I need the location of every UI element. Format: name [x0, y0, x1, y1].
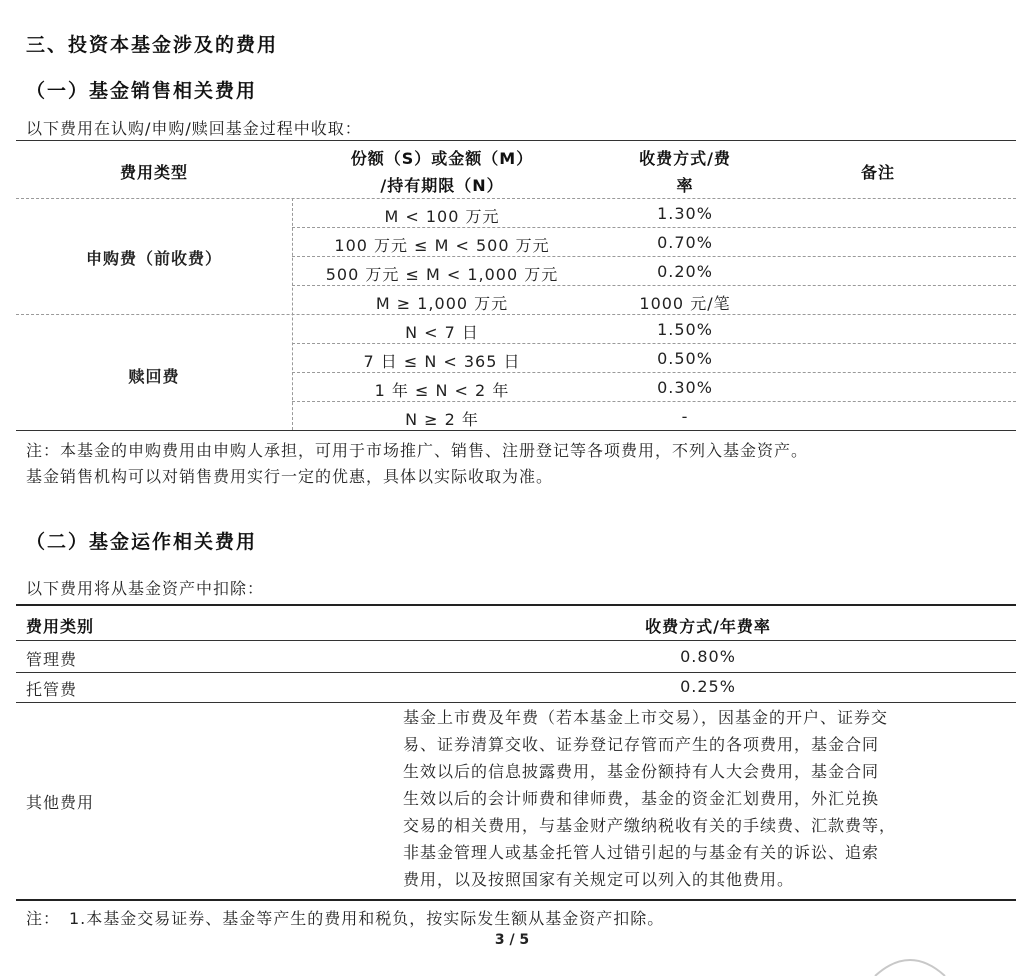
description-line: 交易的相关费用，与基金财产缴纳税收有关的手续费、汇款费等， [403, 816, 897, 835]
row-divider [292, 343, 1016, 344]
description-line: 生效以后的会计师费和律师费，基金的资金汇划费用，外汇兑换 [403, 789, 880, 808]
table-top-border [16, 604, 1016, 606]
table-bottom-border [16, 430, 1016, 431]
fee-custody: 托管费 [26, 680, 78, 699]
condition-cell: M ≥ 1,000 万元 [375, 294, 509, 313]
row-divider [292, 227, 1016, 228]
row-divider [292, 372, 1016, 373]
row-divider [292, 401, 1016, 402]
header-rate-line1: 收费方式/费 [639, 149, 731, 168]
operation-fees-title: （二）基金运作相关费用 [26, 531, 258, 553]
description-line: 费用，以及按照国家有关规定可以列入的其他费用。 [403, 870, 795, 889]
header-amount-line2: /持有期限（N） [380, 176, 504, 195]
page-number: 3 / 5 [494, 932, 530, 948]
description-line: 易、证券清算交收、证券登记存管而产生的各项费用，基金合同 [403, 735, 880, 754]
row-divider [292, 285, 1016, 286]
rate-management: 0.80% [680, 647, 736, 666]
group-subscription-fee: 申购费（前收费） [85, 249, 222, 268]
row-divider [16, 702, 1016, 703]
row-divider [16, 672, 1016, 673]
rate-cell: 0.20% [657, 262, 713, 281]
rate-custody: 0.25% [680, 677, 736, 696]
header-annual-rate: 收费方式/年费率 [645, 617, 771, 636]
sales-fees-title: （一）基金销售相关费用 [26, 80, 258, 102]
description-line: 基金上市费及年费（若本基金上市交易），因基金的开户、证券交 [403, 708, 889, 727]
table-bottom-border [16, 899, 1016, 901]
header-remark: 备注 [860, 163, 895, 182]
header-amount-line1: 份额（S）或金额（M） [350, 149, 534, 168]
condition-cell: N ≥ 2 年 [405, 410, 479, 429]
description-line: 非基金管理人或基金托管人过错引起的与基金有关的诉讼、追索 [403, 843, 880, 862]
rate-cell: 1.30% [657, 204, 713, 223]
header-divider [16, 640, 1016, 641]
rate-cell: 0.30% [657, 378, 713, 397]
group-divider [16, 314, 1016, 315]
sales-note-line1: 注：本基金的申购费用由申购人承担，可用于市场推广、销售、注册登记等各项费用，不列入基金资产。 [26, 441, 809, 460]
fee-other: 其他费用 [26, 793, 95, 812]
condition-cell: 500 万元 ≤ M < 1,000 万元 [325, 265, 559, 284]
condition-cell: 7 日 ≤ N < 365 日 [363, 352, 521, 371]
rate-cell: - [681, 407, 689, 426]
rate-cell: 1.50% [657, 320, 713, 339]
operation-note: 注： 1.本基金交易证券、基金等产生的费用和税负，按实际发生额从基金资产扣除。 [26, 909, 665, 928]
group-redemption-fee: 赎回费 [128, 367, 180, 386]
header-fee-category: 费用类别 [26, 617, 95, 636]
operation-fees-intro: 以下费用将从基金资产中扣除： [26, 579, 265, 598]
header-fee-type: 费用类型 [119, 163, 188, 182]
condition-cell: 1 年 ≤ N < 2 年 [374, 381, 510, 400]
rate-cell: 0.50% [657, 349, 713, 368]
table-top-border [16, 140, 1016, 141]
header-divider [16, 198, 1016, 199]
header-rate-line2: 率 [676, 176, 694, 195]
other-fee-description [403, 704, 896, 893]
description-line: 生效以后的信息披露费用，基金份额持有人大会费用，基金合同 [403, 762, 880, 781]
rate-cell: 0.70% [657, 233, 713, 252]
column-divider [292, 198, 293, 430]
fee-management: 管理费 [26, 650, 78, 669]
rate-cell: 1000 元/笔 [639, 294, 731, 313]
corner-arc-decoration [870, 950, 950, 976]
sales-note-line2: 基金销售机构可以对销售费用实行一定的优惠，具体以实际收取为准。 [26, 467, 554, 486]
sales-fees-intro: 以下费用在认购/申购/赎回基金过程中收取： [26, 119, 362, 138]
condition-cell: M < 100 万元 [384, 207, 500, 226]
condition-cell: 100 万元 ≤ M < 500 万元 [334, 236, 550, 255]
row-divider [292, 256, 1016, 257]
condition-cell: N < 7 日 [405, 323, 479, 342]
section-title: 三、投资本基金涉及的费用 [26, 34, 279, 56]
